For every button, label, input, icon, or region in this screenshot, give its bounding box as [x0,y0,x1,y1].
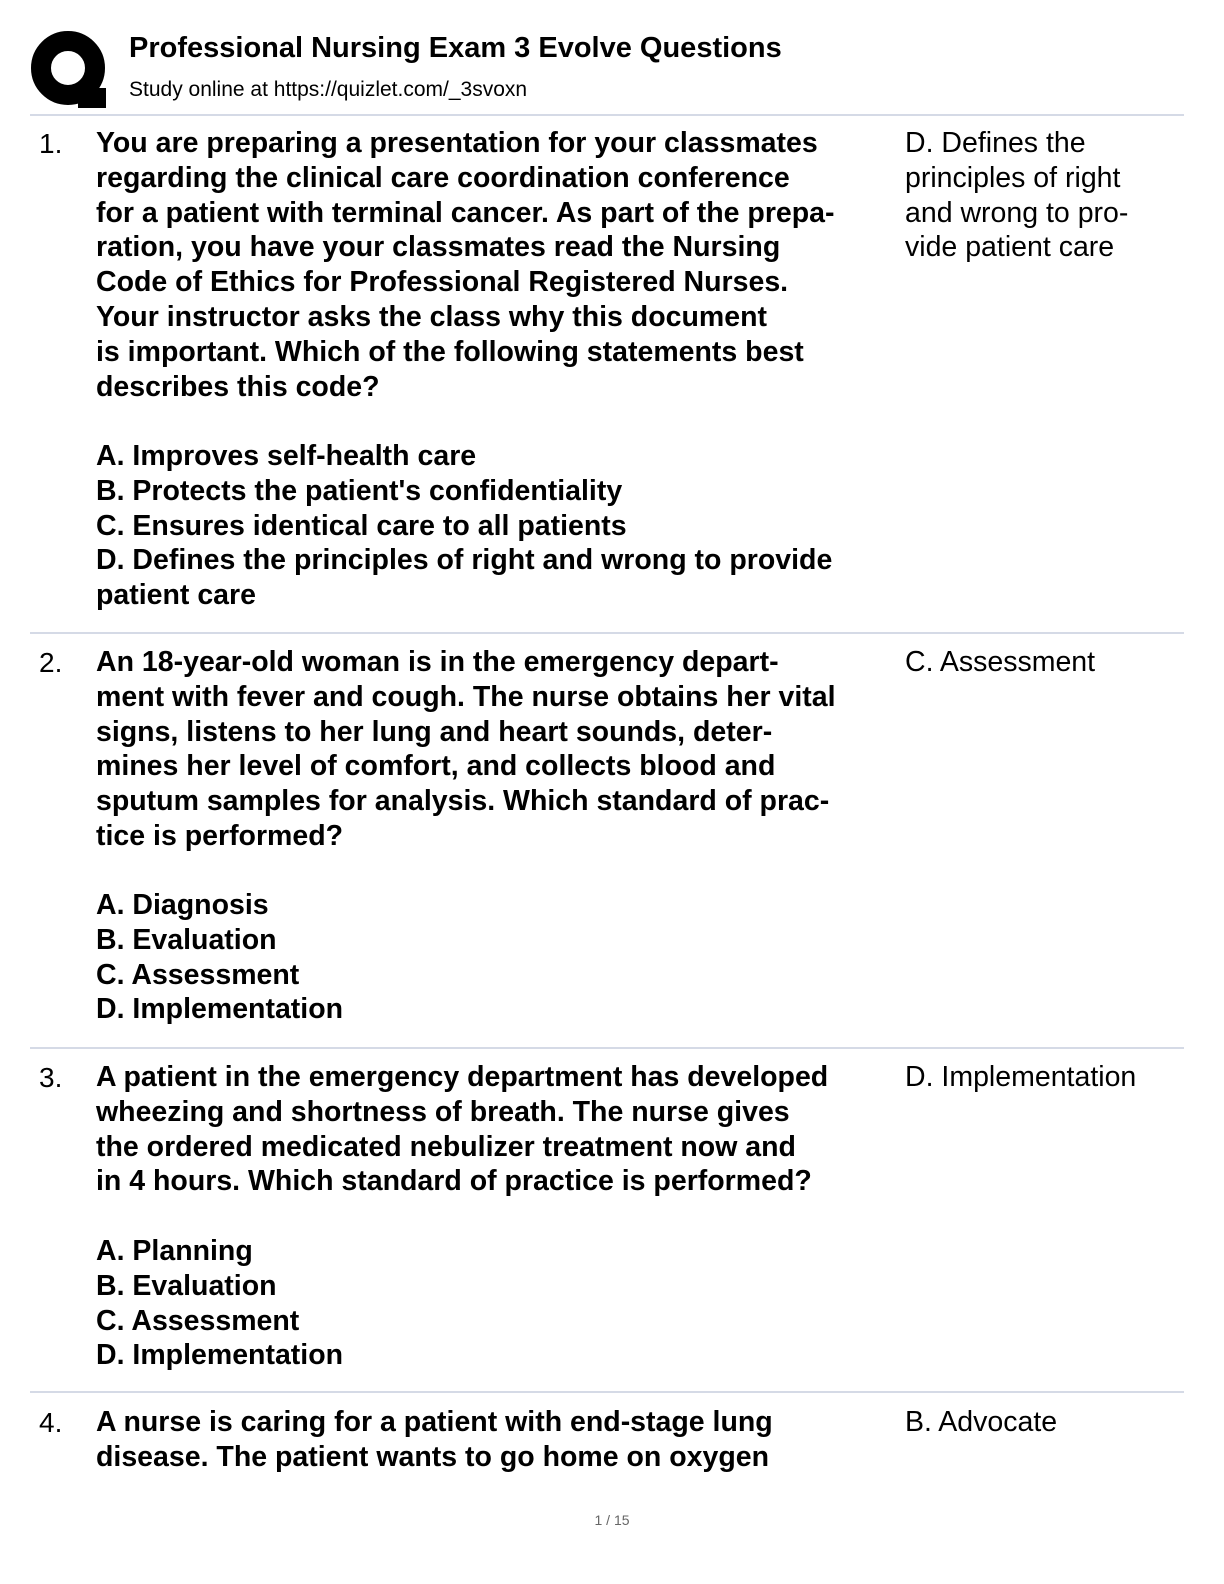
option-c: C. Assessment [96,1304,300,1337]
question-number: 3. [39,1062,63,1093]
question-text: You are preparing a presentation for your classmates regarding the clinical care coordination conference for a patient with terminal cancer. As part of the prepa- ration, you have your classmates read the Nursing Code of Ethics for Professional Registered Nurses. Your instructor asks the class why this document is important. Which of the following statements best describes this code? [96,127,835,403]
question-text: An 18-year-old woman is in the emergency depart- ment with fever and cough. The nurse obtains her vital signs, listens to her lung and heart sounds, deter- mines her level of comfort, and collects blood and sputum samples for analysis. Which standard of prac- tice is performed? [96,646,836,852]
option-a: A. Planning [96,1235,253,1267]
divider [30,632,1184,634]
option-b: B. Protects the patient's confidentiality [96,474,623,507]
divider [30,1047,1184,1049]
option-a: A. Diagnosis [96,889,269,921]
answer-text: D. Implementation [905,1061,1137,1093]
divider [30,1391,1184,1393]
page-title: Professional Nursing Exam 3 Evolve Questions [129,32,782,64]
divider [30,114,1184,116]
option-c: C. Ensures identical care to all patients [96,509,627,542]
options-list [96,439,902,613]
option-a: A. Improves self-health care [96,440,477,472]
question-text: A nurse is caring for a patient with end-stage lung disease. The patient wants to go home on oxygen [96,1406,773,1473]
study-online-link[interactable]: Study online at https://quizlet.com/_3svoxn [129,78,528,101]
option-d: D. Defines the principles of right and wrong to provide patient care [96,544,833,612]
page-header [30,26,1184,114]
options-list [96,888,902,1027]
options-list [96,1234,902,1373]
answer-text: B. Advocate [905,1406,1058,1438]
option-b: B. Evaluation [96,1269,277,1302]
option-d: D. Implementation [96,1339,344,1372]
option-c: C. Assessment [96,958,300,991]
page-number: 1 / 15 [594,1512,630,1528]
question-text: A patient in the emergency department has developed wheezing and shortness of breath. The nurse gives the ordered medicated nebulizer treatment now and in 4 hours. Which standard of practice is performed? [96,1061,829,1198]
option-b: B. Evaluation [96,923,277,956]
question-number: 1. [39,128,63,159]
question-number: 4. [39,1407,63,1438]
question-number: 2. [39,647,63,678]
quizlet-logo-icon [30,30,110,110]
answer-text: C. Assessment [905,646,1096,678]
option-d: D. Implementation [96,993,344,1026]
answer-text: D. Defines the principles of right and wrong to pro- vide patient care [905,127,1129,264]
